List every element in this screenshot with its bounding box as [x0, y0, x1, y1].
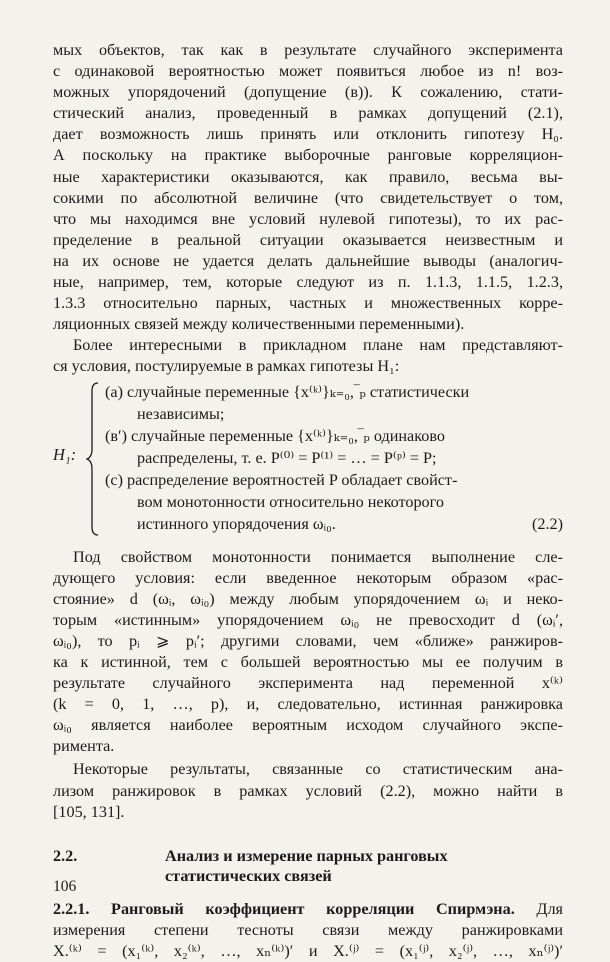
text-line: ные характеристики оказываются, как правило, весьма вы-	[53, 167, 563, 186]
hypothesis-h1-block	[53, 381, 563, 537]
text-line: стический анализ, проведенный в рамках допущений (2.1),	[53, 104, 563, 123]
subsection-heading: 2.2.1. Ранговый коэффициент корреляции Спирмэна.	[53, 899, 515, 918]
text-line: ся условия, постулируемые в рамках гипотезы H₁:	[53, 357, 400, 376]
text-line: результате случайного эксперимента над переменной x⁽ᵏ⁾	[53, 674, 563, 693]
condition-b: (в′) случайные переменные {x⁽ᵏ⁾}ₖ₌₀,‾ₚ одинаково	[105, 426, 445, 445]
paragraph-1	[53, 40, 563, 335]
text-line: пределение в реальной ситуации оказывается неизвестным и	[53, 230, 563, 249]
condition-c: (с) распределение вероятностей P обладает свойст-	[105, 470, 458, 489]
condition-b-cont: распределены, т. е. P⁽⁰⁾ = P⁽¹⁾ = … = P⁽ᵖ⁾ = P;	[137, 448, 437, 467]
text-line: римента.	[53, 737, 115, 756]
text-line: дующего условия: если введенное некоторым образом «рас-	[53, 568, 563, 587]
section-title-line: Анализ и измерение парных ранговых	[165, 846, 448, 865]
text-line: ка к истинной, тем с большей вероятностью мы ее получим в	[53, 652, 563, 671]
condition-a-cont: независимы;	[137, 404, 225, 423]
section-heading	[53, 846, 563, 886]
text-line: ωᵢ₀), то pᵢ ⩾ pᵢ′; другими словами, чем «ближе» ранжиров-	[53, 631, 563, 650]
text-line: измерения степени тесноты связи между ранжировками	[53, 920, 563, 939]
subsection-text: Для	[514, 899, 563, 918]
hypothesis-label: H₁:	[53, 444, 77, 464]
text-line: Более интересными в прикладном плане нам представляют-	[73, 336, 563, 355]
section-number: 2.2.	[53, 846, 78, 865]
text-line: торым «истинным» упорядочением ωᵢ₀ не превосходит d (ωᵢ′,	[53, 610, 563, 629]
text-line: (k = 0, 1, …, p), и, следовательно, истинная ранжировка	[53, 695, 563, 714]
text-line: сокими по абсолютной величине (что свидетельствует о том,	[53, 188, 563, 207]
text-line: на их основе не удается делать дальнейшие выводы (аналогич-	[53, 251, 563, 270]
text-line: Некоторые результаты, связанные со статистическим ана-	[73, 760, 563, 779]
paragraph-3	[53, 547, 563, 758]
text-line: [105, 131].	[53, 802, 125, 821]
text-line: А поскольку на практике выборочные ранговые корреляцион-	[53, 146, 563, 165]
paragraph-2	[53, 335, 563, 377]
text-line: ωᵢ₀ является наиболее вероятным исходом случайного экспе-	[53, 716, 563, 735]
text-line: Под свойством монотонности понимается выполнение сле-	[73, 547, 563, 566]
page-number: 106	[53, 878, 77, 895]
text-line: ные, например, тем, которые следуют из п. 1.1.3, 1.1.5, 1.2.3,	[53, 273, 563, 292]
text-line: 1.3.3 относительно парных, частных и множественных корре-	[53, 294, 563, 313]
text-line: X.⁽ᵏ⁾ = (x₁⁽ᵏ⁾, x₂⁽ᵏ⁾, …, xₙ⁽ᵏ⁾)′ и X.⁽ʲ⁾ = (x₁⁽ʲ⁾, x₂⁽ʲ⁾, …, xₙ⁽ʲ⁾)′	[53, 941, 563, 960]
text-line	[53, 899, 563, 920]
subsection-paragraph	[53, 899, 563, 962]
text-line: с одинаковой вероятностью может появиться любое из n! воз-	[53, 62, 563, 81]
text-line: ляционных связей между количественными переменными).	[53, 315, 465, 334]
text-line: дает возможность лишь принять или отклонить гипотезу H₀.	[53, 125, 563, 144]
text-line: стояние» d (ωᵢ, ωᵢ₀) между любым упорядочением ωᵢ и неко-	[53, 589, 563, 608]
condition-c-cont: вом монотонности относительно некоторого	[137, 492, 444, 511]
section-title-line: статистических связей	[165, 866, 332, 885]
equation-number: (2.2)	[531, 514, 563, 533]
curly-brace-icon	[86, 381, 100, 537]
hypothesis-conditions	[105, 381, 563, 535]
condition-a: (а) случайные переменные {x⁽ᵏ⁾}ₖ₌₀,‾ₚ статистически	[105, 382, 470, 401]
section-title	[165, 846, 563, 886]
page-body	[53, 40, 563, 962]
text-line: мых объектов, так как в результате случайного эксперимента	[53, 41, 563, 59]
text-line: лизом ранжировок в рамках условий (2.2), можно найти в	[53, 781, 563, 800]
paragraph-4	[53, 759, 563, 822]
condition-c-cont: истинного упорядочения ωᵢ₀.	[137, 514, 336, 533]
text-line: что мы находимся вне условий нулевой гипотезы), то их рас-	[53, 209, 563, 228]
text-line: можных упорядочений (допущение (в)). К сожалению, стати-	[53, 83, 563, 102]
